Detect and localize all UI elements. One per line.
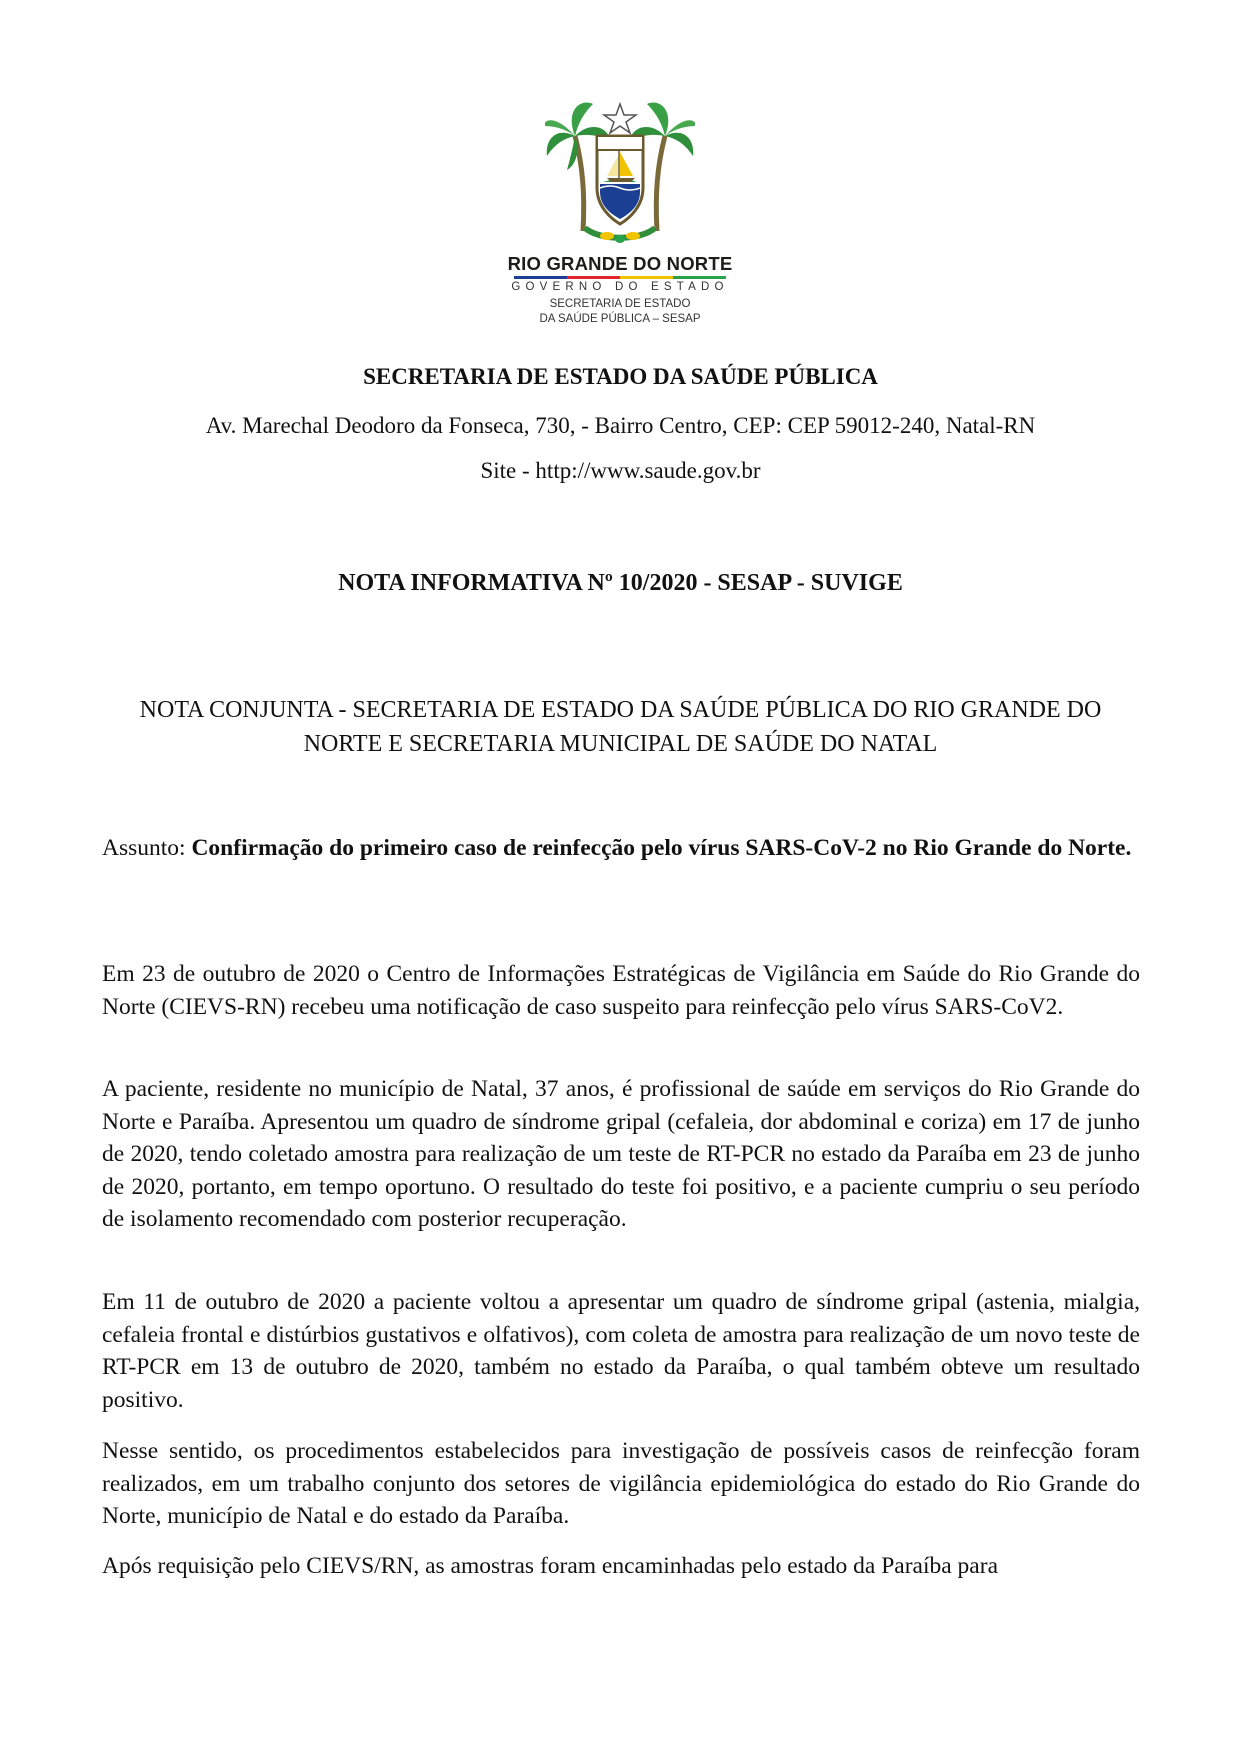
subject-text: Confirmação do primeiro caso de reinfecção pelo vírus SARS-CoV-2 no Rio Grande do Norte. — [191, 835, 1132, 861]
document-title: NOTA INFORMATIVA Nº 10/2020 - SESAP - SUVIGE — [338, 570, 903, 596]
paragraph-5: Após requisição pelo CIEVS/RN, as amostras foram encaminhadas pelo estado da Paraíba para — [102, 1553, 998, 1579]
subject-line — [102, 832, 1140, 865]
paragraph-4: Nesse sentido, os procedimentos estabelecidos para investigação de possíveis casos de reinfecção foram realizados, em um trabalho conjunto dos setores de vigilância epidemiológica do estado do Rio Grande do Norte, município de Natal e do estado da Paraíba. — [102, 1438, 1140, 1529]
subject-label: Assunto: — [102, 835, 186, 861]
state-crest-icon — [545, 96, 695, 246]
government-logo — [500, 96, 740, 336]
logo-subtitle: GOVERNO DO ESTADO — [511, 281, 729, 293]
paragraph-3: Em 11 de outubro de 2020 a paciente voltou a apresentar um quadro de síndrome gripal (astenia, mialgia, cefaleia frontal e distúrbios gustativos e olfativos), com coleta de amostra para realização de um novo teste de RT-PCR em 13 de outubro de 2020, também no estado da Paraíba, o qual também obteve um resultado positivo. — [102, 1289, 1140, 1413]
joint-note-heading: NOTA CONJUNTA - SECRETARIA DE ESTADO DA SAÚDE PÚBLICA DO RIO GRANDE DO NORTE E SECRETARIA MUNICIPAL DE SAÚDE DO NATAL — [139, 697, 1102, 757]
organization-site: Site - http://www.saude.gov.br — [480, 458, 761, 483]
organization-address: Av. Marechal Deodoro da Fonseca, 730, - Bairro Centro, CEP: CEP 59012-240, Natal-RN — [205, 413, 1036, 438]
logo-secretaria — [500, 297, 740, 327]
paragraph-2: A paciente, residente no município de Natal, 37 anos, é profissional de saúde em serviços do Rio Grande do Norte e Paraíba. Apresentou um quadro de síndrome gripal (cefaleia, dor abdominal e coriza) em 17 de junho de 2020, tendo coletado amostra para realização de um teste de RT-PCR no estado da Paraíba em 23 de junho de 2020, portanto, em tempo oportuno. O resultado do teste foi positivo, e a paciente cumpriu o seu período de isolamento recomendado com posterior recuperação. — [102, 1076, 1140, 1232]
logo-secretaria-line1: SECRETARIA DE ESTADO — [549, 298, 691, 310]
organization-name: SECRETARIA DE ESTADO DA SAÚDE PÚBLICA — [363, 364, 878, 389]
logo-title: RIO GRANDE DO NORTE — [507, 253, 733, 274]
logo-color-rule — [514, 276, 726, 279]
paragraph-1: Em 23 de outubro de 2020 o Centro de Informações Estratégicas de Vigilância em Saúde do Rio Grande do Norte (CIEVS-RN) recebeu uma notificação de caso suspeito para reinfecção pelo vírus SARS-CoV2. — [102, 961, 1140, 1020]
logo-secretaria-line2: DA SAÚDE PÚBLICA – SESAP — [539, 313, 701, 325]
